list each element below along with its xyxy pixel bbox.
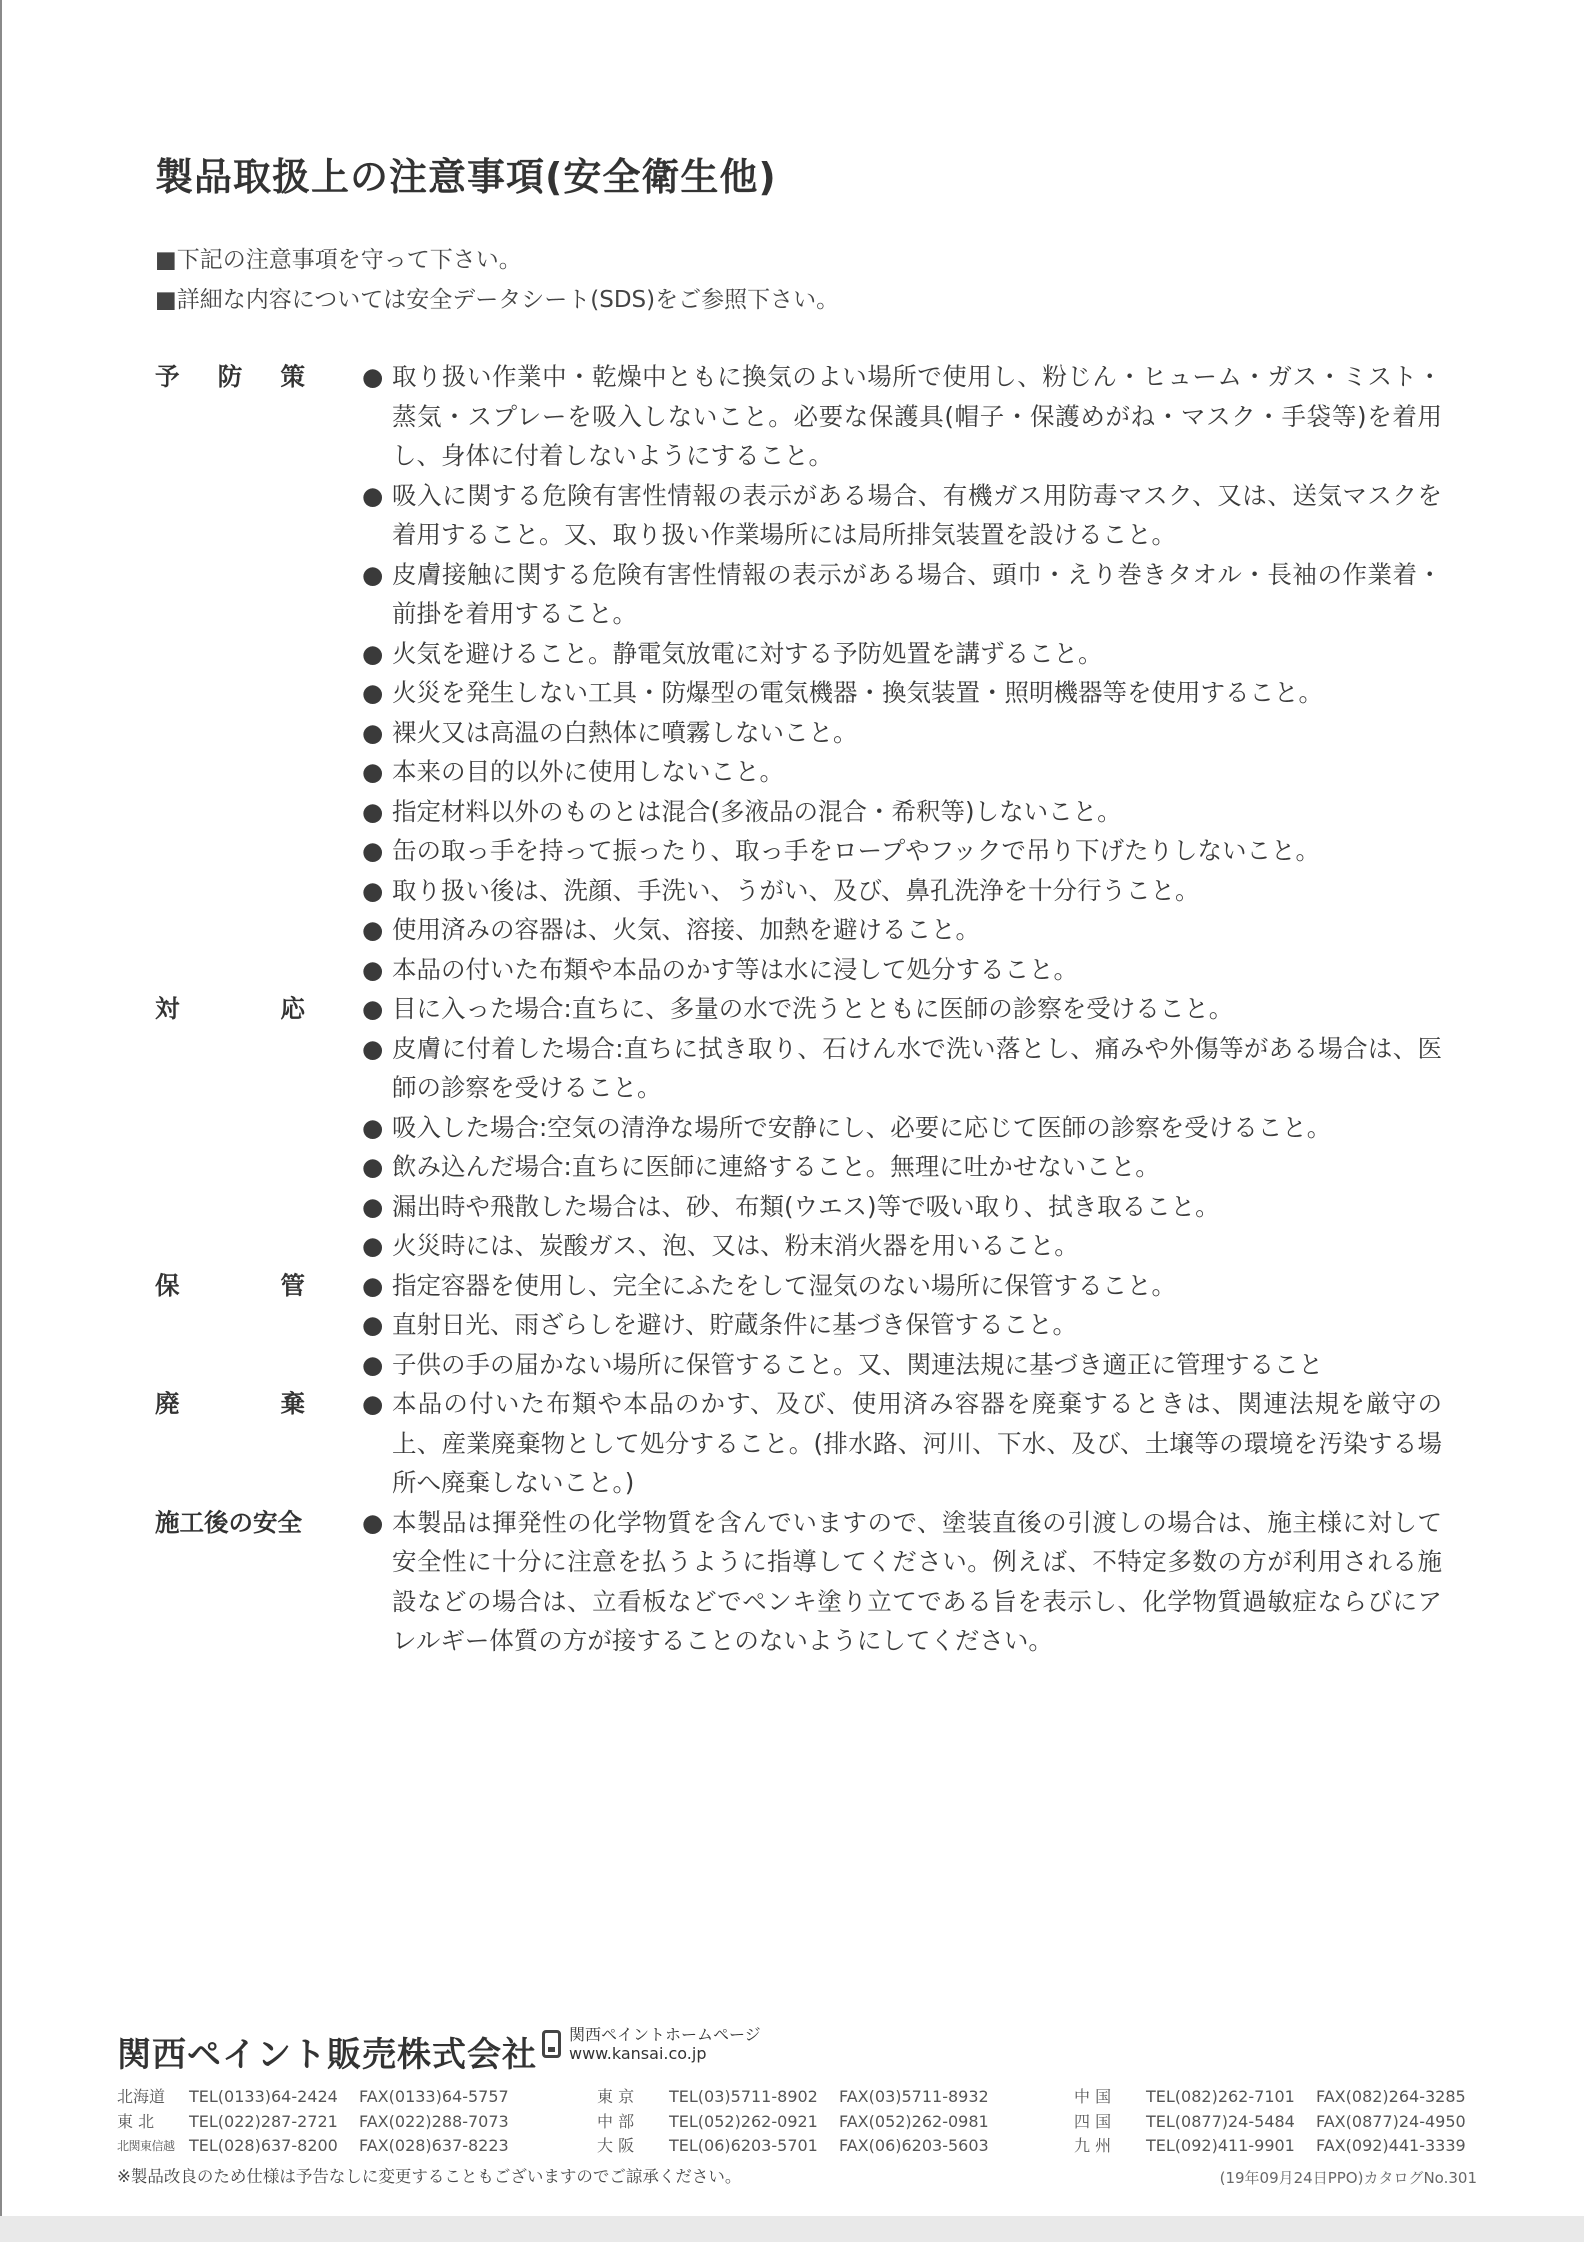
section-items <box>362 1384 1442 1503</box>
office-row <box>117 2134 509 2159</box>
office-fax: FAX(0877)24-4950 <box>1316 2111 1466 2131</box>
office-region: 大 阪 <box>597 2136 635 2155</box>
precaution-item <box>362 752 1442 792</box>
precaution-item <box>362 1305 1442 1345</box>
precaution-item <box>362 555 1442 634</box>
precaution-text: 飲み込んだ場合:直ちに医師に連絡すること。無理に吐かせないこと。 <box>392 1152 1160 1181</box>
precaution-item <box>362 792 1442 832</box>
precautions-list <box>155 357 1455 1661</box>
precaution-text: 火災時には、炭酸ガス、泡、又は、粉末消火器を用いること。 <box>392 1231 1079 1260</box>
office-row <box>1074 2085 1466 2110</box>
bullet-icon: ● <box>362 1349 384 1379</box>
precaution-item <box>362 1108 1442 1148</box>
precaution-item <box>362 1384 1442 1503</box>
section-items <box>362 989 1442 1266</box>
bullet-icon: ● <box>362 1231 384 1260</box>
office-fax: FAX(092)441-3339 <box>1316 2136 1466 2155</box>
note-line: ■詳細な内容については安全データシート(SDS)をご参照下さい。 <box>155 287 840 313</box>
precaution-text: 本製品は揮発性の化学物質を含んでいますので、塗装直後の引渡しの場合は、施主様に対して安全性に十分に注意を払うように指導してください。例えば、不特定多数の方が利用される施設などの場合は、立看板などでペンキ塗り立てである旨を表示し、化学物質過敏症ならびにアレルギー体質の方が接することのないようにしてください。 <box>392 1507 1442 1655</box>
company-name: 関西ペイント販売株式会社 <box>117 2035 537 2075</box>
precaution-text: 直射日光、雨ざらしを避け、貯蔵条件に基づき保管すること。 <box>392 1310 1078 1339</box>
precaution-item <box>362 871 1442 911</box>
bullet-icon: ● <box>362 717 384 747</box>
page-bottom-band <box>0 2216 1584 2242</box>
section-items <box>362 1503 1442 1661</box>
precaution-text: 皮膚に付着した場合:直ちに拭き取り、石けん水で洗い落とし、痛みや外傷等がある場合は、医師の診察を受けること。 <box>392 1033 1442 1102</box>
office-region: 四 国 <box>1074 2111 1112 2131</box>
precaution-text: 吸入に関する危険有害性情報の表示がある場合、有機ガス用防毒マスク、又は、送気マスクを着用すること。又、取り扱い作業場所には局所排気装置を設けること。 <box>392 480 1442 549</box>
office-row <box>1074 2134 1466 2159</box>
precaution-text: 指定容器を使用し、完全にふたをして湿気のない場所に保管すること。 <box>392 1270 1176 1300</box>
office-column <box>597 2085 989 2159</box>
section-label: 対応 <box>155 994 305 1023</box>
office-region: 北海道 <box>117 2087 166 2106</box>
website-link[interactable] <box>542 2025 761 2063</box>
mobile-phone-icon <box>542 2030 561 2058</box>
precaution-text: 目に入った場合:直ちに、多量の水で洗うとともに医師の診察を受けること。 <box>392 994 1234 1023</box>
bullet-icon: ● <box>362 1270 384 1300</box>
office-column <box>117 2085 509 2159</box>
office-row <box>597 2134 989 2159</box>
office-row <box>597 2110 989 2135</box>
section <box>155 1503 1455 1661</box>
bullet-icon: ● <box>362 1152 384 1181</box>
precaution-item <box>362 1503 1442 1661</box>
office-column <box>1074 2085 1466 2159</box>
precaution-item <box>362 357 1442 476</box>
section-label: 保管 <box>155 1270 305 1300</box>
section <box>155 1266 1455 1385</box>
office-fax: FAX(06)6203-5603 <box>839 2136 989 2155</box>
bullet-icon: ● <box>362 1033 384 1063</box>
office-row <box>1074 2110 1466 2135</box>
bullet-icon: ● <box>362 678 384 707</box>
precaution-item <box>362 1266 1442 1306</box>
office-row <box>117 2085 509 2110</box>
precaution-text: 火気を避けること。静電気放電に対する予防処置を講ずること。 <box>392 638 1103 668</box>
bullet-icon: ● <box>362 1112 384 1142</box>
precaution-text: 子供の手の届かない場所に保管すること。又、関連法規に基づき適正に管理すること <box>392 1349 1323 1379</box>
section-label: 廃棄 <box>155 1389 305 1418</box>
precaution-item <box>362 713 1442 753</box>
precaution-item <box>362 1029 1442 1108</box>
precaution-text: 漏出時や飛散した場合は、砂、布類(ウエス)等で吸い取り、拭き取ること。 <box>392 1191 1220 1221</box>
precaution-item <box>362 476 1442 555</box>
bullet-icon: ● <box>362 480 384 510</box>
section <box>155 357 1455 989</box>
office-tel: TEL(092)411-9901 <box>1146 2136 1295 2155</box>
office-tel: TEL(028)637-8200 <box>189 2136 338 2155</box>
section-label: 予防策 <box>155 362 305 391</box>
office-fax: FAX(052)262-0981 <box>839 2111 989 2131</box>
office-fax: FAX(022)288-7073 <box>359 2111 509 2131</box>
office-tel: TEL(03)5711-8902 <box>669 2087 818 2106</box>
office-tel: TEL(022)287-2721 <box>189 2111 338 2131</box>
website-label: 関西ペイントホームページ <box>569 2025 761 2044</box>
office-region: 九 州 <box>1074 2136 1112 2155</box>
section-items <box>362 357 1442 989</box>
office-row <box>117 2110 509 2135</box>
page-edge <box>0 0 2 2242</box>
precaution-text: 本品の付いた布類や本品のかす、及び、使用済み容器を廃棄するときは、関連法規を厳守の上、産業廃棄物として処分すること。(排水路、河川、下水、及び、土壌等の環境を汚染する場所へ廃棄しないこと。) <box>392 1389 1442 1497</box>
office-fax: FAX(0133)64-5757 <box>359 2087 509 2106</box>
office-region: 中 国 <box>1074 2087 1112 2106</box>
precaution-text: 裸火又は高温の白熱体に噴霧しないこと。 <box>392 717 858 747</box>
precaution-item <box>362 910 1442 950</box>
precaution-text: 火災を発生しない工具・防爆型の電気機器・換気装置・照明機器等を使用すること。 <box>392 678 1323 707</box>
bullet-icon: ● <box>362 796 384 826</box>
note-line: ■下記の注意事項を守って下さい。 <box>155 247 522 273</box>
office-region: 東 北 <box>117 2111 155 2131</box>
office-fax: FAX(03)5711-8932 <box>839 2087 989 2106</box>
precaution-item <box>362 831 1442 871</box>
precaution-text: 皮膚接触に関する危険有害性情報の表示がある場合、頭巾・えり巻きタオル・長袖の作業着・前掛を着用すること。 <box>392 559 1442 628</box>
office-tel: TEL(0877)24-5484 <box>1146 2111 1295 2131</box>
precaution-item <box>362 1147 1442 1187</box>
bullet-icon: ● <box>362 559 384 589</box>
precaution-item <box>362 1187 1442 1227</box>
bullet-icon: ● <box>362 638 384 668</box>
precaution-item <box>362 634 1442 674</box>
office-fax: FAX(028)637-8223 <box>359 2136 509 2155</box>
bullet-icon: ● <box>362 994 384 1023</box>
bullet-icon: ● <box>362 954 384 984</box>
page-title: 製品取扱上の注意事項(安全衛生他) <box>155 155 777 199</box>
bullet-icon: ● <box>362 915 384 944</box>
precaution-text: 使用済みの容器は、火気、溶接、加熱を避けること。 <box>392 915 980 944</box>
precaution-item <box>362 673 1442 713</box>
bullet-icon: ● <box>362 1507 384 1537</box>
bullet-icon: ● <box>362 836 384 865</box>
office-tel: TEL(0133)64-2424 <box>189 2087 338 2106</box>
bullet-icon: ● <box>362 757 384 786</box>
bullet-icon: ● <box>362 362 384 391</box>
notes <box>155 240 839 320</box>
office-tel: TEL(052)262-0921 <box>669 2111 818 2131</box>
office-fax: FAX(082)264-3285 <box>1316 2087 1466 2106</box>
precaution-text: 指定材料以外のものとは混合(多液品の混合・希釈等)しないこと。 <box>392 796 1122 826</box>
website-url[interactable]: www.kansai.co.jp <box>569 2044 707 2063</box>
bullet-icon: ● <box>362 1389 384 1418</box>
precaution-text: 本来の目的以外に使用しないこと。 <box>392 757 784 786</box>
office-tel: TEL(06)6203-5701 <box>669 2136 818 2155</box>
bullet-icon: ● <box>362 1191 384 1221</box>
precaution-text: 缶の取っ手を持って振ったり、取っ手をロープやフックで吊り下げたりしないこと。 <box>392 836 1321 865</box>
bullet-icon: ● <box>362 875 384 905</box>
bullet-icon: ● <box>362 1310 384 1339</box>
section <box>155 1384 1455 1503</box>
office-row <box>597 2085 989 2110</box>
catalog-number: (19年09月24日PPO)カタログNo.301 <box>1219 2169 1477 2187</box>
office-region: 東 京 <box>597 2087 635 2106</box>
precaution-text: 本品の付いた布類や本品のかす等は水に浸して処分すること。 <box>392 954 1078 984</box>
section-label: 施工後の安全 <box>155 1507 302 1537</box>
office-tel: TEL(082)262-7101 <box>1146 2087 1295 2106</box>
precaution-text: 取り扱い後は、洗顔、手洗い、うがい、及び、鼻孔洗浄を十分行うこと。 <box>392 875 1200 905</box>
precaution-item <box>362 950 1442 990</box>
precaution-text: 取り扱い作業中・乾燥中ともに換気のよい場所で使用し、粉じん・ヒューム・ガス・ミスト・蒸気・スプレーを吸入しないこと。必要な保護具(帽子・保護めがね・マスク・手袋等)を着用し、身体に付着しないようにすること。 <box>392 362 1442 470</box>
section-items <box>362 1266 1442 1385</box>
precaution-item <box>362 989 1442 1029</box>
precaution-item <box>362 1226 1442 1266</box>
section <box>155 989 1455 1266</box>
precaution-text: 吸入した場合:空気の清浄な場所で安静にし、必要に応じて医師の診察を受けること。 <box>392 1112 1332 1142</box>
disclaimer: ※製品改良のため仕様は予告なしに変更することもございますのでご諒承ください。 <box>117 2167 742 2186</box>
office-region: 中 部 <box>597 2111 635 2131</box>
precaution-item <box>362 1345 1442 1385</box>
office-region: 北関東信越 <box>117 2139 175 2153</box>
